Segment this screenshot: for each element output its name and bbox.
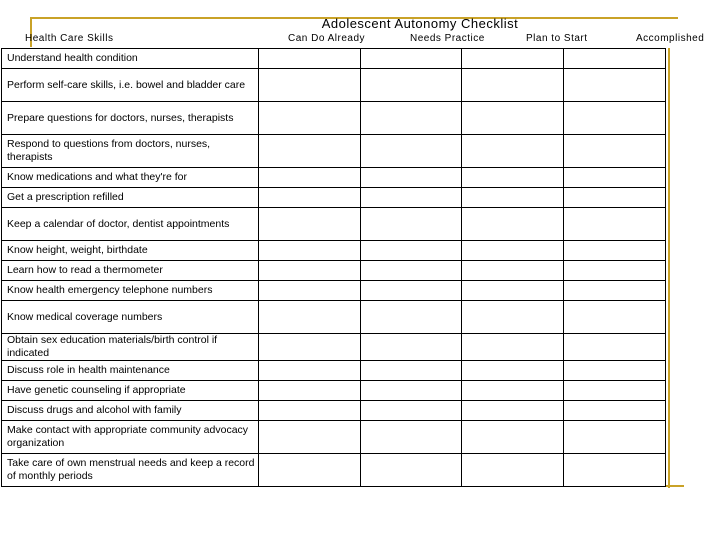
plan-to-start-cell[interactable] xyxy=(462,49,564,69)
can-do-cell[interactable] xyxy=(258,102,360,135)
needs-practice-cell[interactable] xyxy=(360,261,462,281)
page-title: Adolescent Autonomy Checklist xyxy=(321,16,519,31)
can-do-cell[interactable] xyxy=(258,401,360,421)
skill-label: Know height, weight, birthdate xyxy=(2,241,259,261)
checklist-row xyxy=(2,334,666,361)
plan-to-start-cell[interactable] xyxy=(462,401,564,421)
plan-to-start-cell[interactable] xyxy=(462,69,564,102)
can-do-cell[interactable] xyxy=(258,261,360,281)
checklist-row xyxy=(2,168,666,188)
needs-practice-cell[interactable] xyxy=(360,454,462,487)
accomplished-cell[interactable] xyxy=(564,69,666,102)
needs-practice-cell[interactable] xyxy=(360,381,462,401)
column-header-can-do: Can Do Already xyxy=(288,33,366,44)
can-do-cell[interactable] xyxy=(258,49,360,69)
skill-label: Obtain sex education materials/birth control if indicated xyxy=(2,334,259,361)
plan-to-start-cell[interactable] xyxy=(462,334,564,361)
right-accent-line xyxy=(668,48,670,488)
needs-practice-cell[interactable] xyxy=(360,168,462,188)
skill-label: Discuss role in health maintenance xyxy=(2,361,259,381)
needs-practice-cell[interactable] xyxy=(360,241,462,261)
accomplished-cell[interactable] xyxy=(564,241,666,261)
skill-label: Understand health condition xyxy=(2,49,259,69)
can-do-cell[interactable] xyxy=(258,188,360,208)
skill-label: Learn how to read a thermometer xyxy=(2,261,259,281)
can-do-cell[interactable] xyxy=(258,381,360,401)
needs-practice-cell[interactable] xyxy=(360,281,462,301)
skill-label: Take care of own menstrual needs and keep a record of monthly periods xyxy=(2,454,259,487)
plan-to-start-cell[interactable] xyxy=(462,102,564,135)
accomplished-cell[interactable] xyxy=(564,102,666,135)
checklist-row xyxy=(2,241,666,261)
skill-label: Have genetic counseling if appropriate xyxy=(2,381,259,401)
can-do-cell[interactable] xyxy=(258,421,360,454)
skill-label: Discuss drugs and alcohol with family xyxy=(2,401,259,421)
needs-practice-cell[interactable] xyxy=(360,69,462,102)
checklist-row xyxy=(2,454,666,487)
plan-to-start-cell[interactable] xyxy=(462,381,564,401)
accomplished-cell[interactable] xyxy=(564,135,666,168)
checklist-row xyxy=(2,381,666,401)
can-do-cell[interactable] xyxy=(258,208,360,241)
plan-to-start-cell[interactable] xyxy=(462,361,564,381)
checklist-body xyxy=(2,49,666,487)
checklist-row xyxy=(2,188,666,208)
column-header-needs-practice: Needs Practice xyxy=(410,33,485,44)
accomplished-cell[interactable] xyxy=(564,168,666,188)
accomplished-cell[interactable] xyxy=(564,49,666,69)
plan-to-start-cell[interactable] xyxy=(462,301,564,334)
needs-practice-cell[interactable] xyxy=(360,102,462,135)
can-do-cell[interactable] xyxy=(258,334,360,361)
skill-label: Keep a calendar of doctor, dentist appointments xyxy=(2,208,259,241)
skill-label: Perform self-care skills, i.e. bowel and bladder care xyxy=(2,69,259,102)
accomplished-cell[interactable] xyxy=(564,188,666,208)
can-do-cell[interactable] xyxy=(258,69,360,102)
checklist-table xyxy=(1,48,666,487)
plan-to-start-cell[interactable] xyxy=(462,241,564,261)
accomplished-cell[interactable] xyxy=(564,381,666,401)
plan-to-start-cell[interactable] xyxy=(462,421,564,454)
needs-practice-cell[interactable] xyxy=(360,421,462,454)
plan-to-start-cell[interactable] xyxy=(462,261,564,281)
checklist-row xyxy=(2,49,666,69)
accomplished-cell[interactable] xyxy=(564,281,666,301)
checklist-row xyxy=(2,421,666,454)
plan-to-start-cell[interactable] xyxy=(462,188,564,208)
needs-practice-cell[interactable] xyxy=(360,361,462,381)
accomplished-cell[interactable] xyxy=(564,401,666,421)
plan-to-start-cell[interactable] xyxy=(462,135,564,168)
accomplished-cell[interactable] xyxy=(564,454,666,487)
needs-practice-cell[interactable] xyxy=(360,135,462,168)
accomplished-cell[interactable] xyxy=(564,261,666,281)
skill-label: Make contact with appropriate community advocacy organization xyxy=(2,421,259,454)
can-do-cell[interactable] xyxy=(258,135,360,168)
checklist-row xyxy=(2,69,666,102)
needs-practice-cell[interactable] xyxy=(360,49,462,69)
skill-label: Know health emergency telephone numbers xyxy=(2,281,259,301)
skill-label: Respond to questions from doctors, nurses, therapists xyxy=(2,135,259,168)
skill-label: Get a prescription refilled xyxy=(2,188,259,208)
checklist-row xyxy=(2,401,666,421)
accomplished-cell[interactable] xyxy=(564,301,666,334)
checklist-row xyxy=(2,135,666,168)
column-header-skills: Health Care Skills xyxy=(25,33,114,44)
checklist-row xyxy=(2,261,666,281)
checklist-row xyxy=(2,281,666,301)
needs-practice-cell[interactable] xyxy=(360,208,462,241)
column-header-accomplished: Accomplished xyxy=(636,33,705,44)
column-header-plan-to-start: Plan to Start xyxy=(526,33,588,44)
can-do-cell[interactable] xyxy=(258,301,360,334)
needs-practice-cell[interactable] xyxy=(360,334,462,361)
accomplished-cell[interactable] xyxy=(564,208,666,241)
accomplished-cell[interactable] xyxy=(564,421,666,454)
can-do-cell[interactable] xyxy=(258,281,360,301)
checklist-row xyxy=(2,208,666,241)
skill-label: Know medical coverage numbers xyxy=(2,301,259,334)
needs-practice-cell[interactable] xyxy=(360,188,462,208)
plan-to-start-cell[interactable] xyxy=(462,168,564,188)
checklist-row xyxy=(2,301,666,334)
can-do-cell[interactable] xyxy=(258,241,360,261)
accomplished-cell[interactable] xyxy=(564,334,666,361)
can-do-cell[interactable] xyxy=(258,168,360,188)
can-do-cell[interactable] xyxy=(258,361,360,381)
plan-to-start-cell[interactable] xyxy=(462,281,564,301)
checklist-row xyxy=(2,361,666,381)
plan-to-start-cell[interactable] xyxy=(462,454,564,487)
accomplished-cell[interactable] xyxy=(564,361,666,381)
can-do-cell[interactable] xyxy=(258,454,360,487)
skill-label: Prepare questions for doctors, nurses, therapists xyxy=(2,102,259,135)
plan-to-start-cell[interactable] xyxy=(462,208,564,241)
needs-practice-cell[interactable] xyxy=(360,401,462,421)
bottom-accent-line xyxy=(666,485,684,487)
skill-label: Know medications and what they're for xyxy=(2,168,259,188)
checklist-row xyxy=(2,102,666,135)
needs-practice-cell[interactable] xyxy=(360,301,462,334)
